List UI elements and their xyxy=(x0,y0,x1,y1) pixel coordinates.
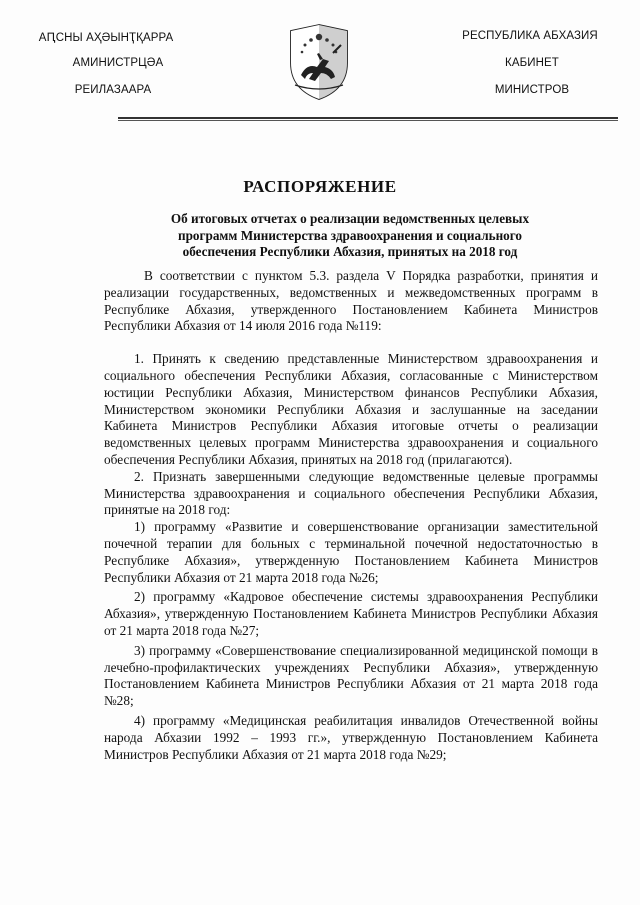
header-right-line-1: РЕСПУБЛИКА АБХАЗИЯ xyxy=(462,30,598,42)
document-subtitle: Об итоговых отчетах о реализации ведомственных целевых программ Министерства здравоохранения и социального обеспечения Республики Абхазия, принятых на 2018 год xyxy=(170,211,530,259)
document-body xyxy=(104,268,598,763)
preamble-paragraph: В соответствии с пунктом 5.3. раздела V Порядка разработки, принятия и реализации государственных, ведомственных и межведомственных программ в Республике Абхазия, утвержденного Постановлением Кабинета Министров Республики Абхазия от 14 июля 2016 года №119: xyxy=(104,268,598,334)
subitem-1-paragraph: 1) программу «Развитие и совершенствование организации заместительной почечной терапии для больных с терминальной почечной недостаточностью в Республике Абхазия», утвержденную Постановлением Кабинета Министров Республики Абхазия от 21 марта 2018 года №26; xyxy=(104,519,598,585)
item-2-paragraph: 2. Признать завершенными следующие ведомственные целевые программы Министерства здравоохранения и социального обеспечения Республики Абхазия, принятые на 2018 год: xyxy=(104,468,598,518)
subitem-3-paragraph: 3) программу «Совершенствование специализированной медицинской помощи в лечебно-профилактических учреждениях Республики Абхазия», утвержденную Постановлением Кабинета Министров Республики Абхазия от 21 марта 2018 года №28; xyxy=(104,642,598,709)
emblem-of-abkhazia-icon xyxy=(289,23,349,101)
header-right-line-2: КАБИНЕТ xyxy=(505,57,559,69)
header-divider-thin xyxy=(118,120,618,121)
header-left-line-3: РЕИЛАЗААРА xyxy=(74,84,152,96)
subitem-2-paragraph: 2) программу «Кадровое обеспечение системы здравоохранения Республики Абхазия», утвержденную Постановлением Кабинета Министров Республики Абхазия от 21 марта 2018 года №27; xyxy=(104,589,598,638)
header-right-line-3: МИНИСТРОВ xyxy=(494,84,570,96)
header-divider xyxy=(118,117,618,119)
item-1-paragraph: 1. Принять к сведению представленные Министерством здравоохранения и социального обеспечения Республики Абхазия, согласованные с Министерством юстиции Республики Абхазия, Министерством финансов Республики Абхазия, Министерством экономики Республики Абхазия и заслушанные на заседании Кабинета Министров Республики Абхазия итоговые отчеты о реализации ведомственных целевых программ Министерства здравоохранения и социального обеспечения Республики Абхазия, принятых на 2018 год (прилагаются). xyxy=(104,351,598,467)
header-left-line-1: АԤСНЫ АҲӘЫНҬҚАРРА xyxy=(38,32,174,44)
header-left-line-2: АМИНИСТРЦӘА xyxy=(72,57,164,69)
subitem-4-paragraph: 4) программу «Медицинская реабилитация инвалидов Отечественной войны народа Абхазии 1992 – 1993 гг.», утвержденную Постановлением Кабинета Министров Республики Абхазия от 21 марта 2018 года №29; xyxy=(104,712,598,762)
document-title: РАСПОРЯЖЕНИЕ xyxy=(243,177,397,196)
